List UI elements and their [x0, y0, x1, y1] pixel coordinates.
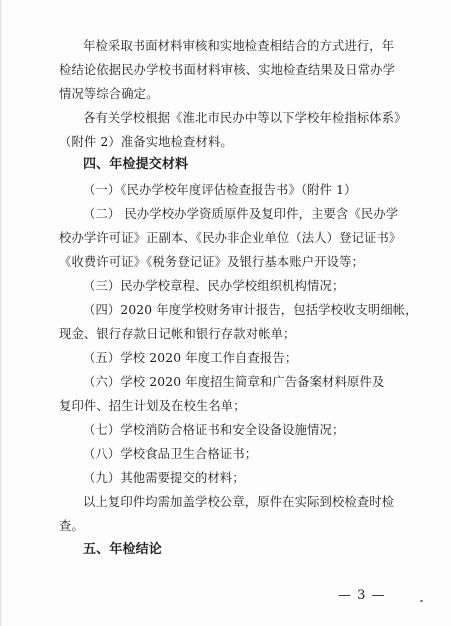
paragraph-line-5: （附件 2）准备实地检查材料。	[59, 135, 233, 149]
list-item-1: （一）《民办学校年度评估检查报告书》（附件 1）	[83, 183, 357, 197]
page-edge-shadow	[0, 0, 2, 626]
paragraph-note-line-1: 以上复印件均需加盖学校公章，原件在实际到校检查时检	[83, 495, 395, 509]
paragraph-note-line-2: 查。	[59, 519, 84, 533]
page-number: — 3 —	[338, 588, 386, 603]
list-item-5: （五）学校 2020 年度工作自查报告；	[83, 351, 298, 365]
paragraph-line-3: 情况等综合确定。	[59, 87, 159, 101]
paragraph-line-2: 检结论依据民办学校书面材料审核、实地检查结果及日常办学	[59, 63, 396, 77]
paragraph-line-4: 各有关学校根据《淮北市民办中等以下学校年检指标体系》	[83, 111, 407, 125]
list-item-8: （八）学校食品卫生合格证书；	[83, 447, 258, 461]
list-item-6-line-1: （六）学校 2020 年度招生简章和广告备案材料原件及	[83, 375, 385, 389]
list-item-6-line-2: 复印件、招生计划及在校生名单；	[59, 399, 246, 413]
list-item-2-line-3: 《收费许可证》《税务登记证》及银行基本账户开设等；	[59, 255, 365, 269]
list-item-7: （七）学校消防合格证书和安全设备设施情况；	[83, 423, 345, 437]
list-item-2-line-2: 校办学许可证》正副本、《民办非企业单位（法人）登记证书》	[59, 231, 402, 245]
section-heading-4: 四、年检提交材料	[83, 157, 189, 172]
list-item-9: （九）其他需要提交的材料；	[83, 471, 245, 485]
list-item-3: （三）民办学校章程、民办学校组织机构情况；	[83, 279, 345, 293]
section-heading-5: 五、年检结论	[83, 542, 162, 557]
scan-speck	[420, 600, 423, 602]
paragraph-line-1: 年检采取书面材料审核和实地检查相结合的方式进行，年	[83, 39, 395, 53]
list-item-4-line-1: （四）2020 年度学校财务审计报告，包括学校收支明细帐，	[83, 303, 418, 317]
list-item-2-line-1: （二） 民办学校办学资质原件及复印件，主要含《民办学	[83, 207, 399, 221]
list-item-4-line-2: 现金、银行存款日记帐和银行存款对帐单；	[59, 327, 296, 341]
